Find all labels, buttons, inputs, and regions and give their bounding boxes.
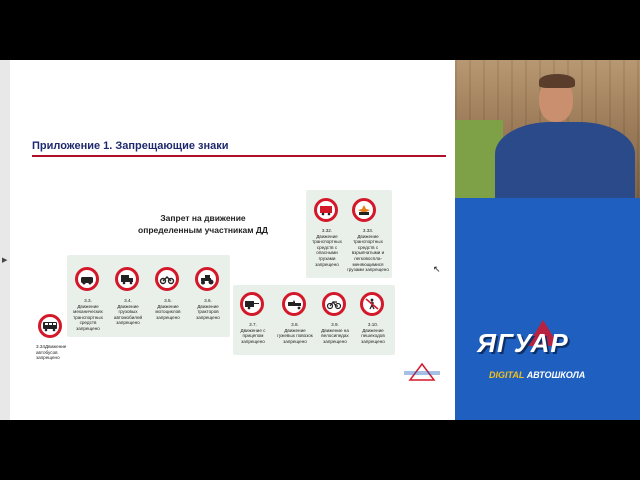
presenter-shirt — [495, 122, 635, 198]
sign-3-8-caption: 3.8. Движение гужевых повозок запрещено — [277, 322, 313, 344]
presentation-slide — [10, 60, 455, 420]
tractor-icon — [199, 273, 215, 285]
sign-3-33 — [352, 198, 376, 222]
sign-3-32 — [314, 198, 338, 222]
video-frame — [0, 60, 640, 420]
sign-3-34 — [38, 314, 62, 338]
mouse-cursor-icon: ↖ — [433, 264, 441, 274]
presenter-hair — [539, 74, 575, 88]
sign-3-10-caption: 3.10. Движение пешеходов запрещено — [361, 322, 385, 344]
sign-3-33-caption: 3.33. Движение транспортных средств с взрывчатыми и легковоспла-меняющимися грузами запрещено — [347, 228, 389, 273]
brand-subtitle — [489, 370, 585, 380]
sign-3-6-caption: 3.6. Движение тракторов запрещено — [196, 298, 220, 320]
brand-wordmark: ЯГУАР — [477, 328, 569, 358]
sign-3-3 — [75, 267, 99, 291]
sign-3-34-caption: 3.34Движение автобусов запрещено — [36, 344, 67, 361]
sign-3-5-caption: 3.5. Движение мотоциклов запрещено — [155, 298, 181, 320]
slide-title: Приложение 1. Запрещающие знаки — [32, 140, 229, 152]
car-icon — [79, 273, 95, 285]
bicycle-icon — [326, 298, 342, 310]
horse-cart-icon — [286, 298, 302, 310]
sign-3-5 — [155, 267, 179, 291]
brand-panel — [455, 198, 640, 420]
hazmat-truck-icon — [318, 204, 334, 216]
motorcycle-icon — [159, 273, 175, 285]
brand-subtitle-accent: DIGITAL — [489, 370, 525, 380]
sign-3-4 — [115, 267, 139, 291]
right-panel — [455, 60, 640, 420]
sign-3-9-caption: 3.9. Движение на велосипедах запрещено — [321, 322, 349, 344]
sign-3-10 — [360, 292, 384, 316]
sign-3-7-caption: 3.7. Движение с прицепом запрещено — [240, 322, 266, 344]
expand-arrow-icon[interactable]: ▶ — [2, 257, 8, 264]
truck-icon — [119, 273, 135, 285]
bus-icon — [42, 320, 58, 332]
sign-3-4-caption: 3.4. Движение грузовых автомобилей запрещено — [113, 298, 143, 326]
webcam-view — [455, 60, 640, 198]
sign-3-32-caption: 3.32. Движение транспортных средств с опасными грузами запрещено — [312, 228, 342, 267]
sign-3-3-caption: 3.3. Движение механических транспортных средств запрещено — [73, 298, 103, 331]
title-underline — [32, 155, 446, 157]
brand-subtitle-text: АВТОШКОЛА — [526, 370, 586, 380]
slide-logo-icon — [400, 362, 444, 382]
explosive-icon — [356, 204, 372, 216]
section-heading: Запрет на движение определенным участникам ДД — [138, 213, 268, 235]
sign-3-9 — [322, 292, 346, 316]
sign-3-7 — [240, 292, 264, 316]
sign-3-6 — [195, 267, 219, 291]
left-panel-edge — [0, 60, 10, 420]
pedestrian-icon — [364, 298, 380, 310]
trailer-icon — [244, 298, 260, 310]
sign-3-8 — [282, 292, 306, 316]
